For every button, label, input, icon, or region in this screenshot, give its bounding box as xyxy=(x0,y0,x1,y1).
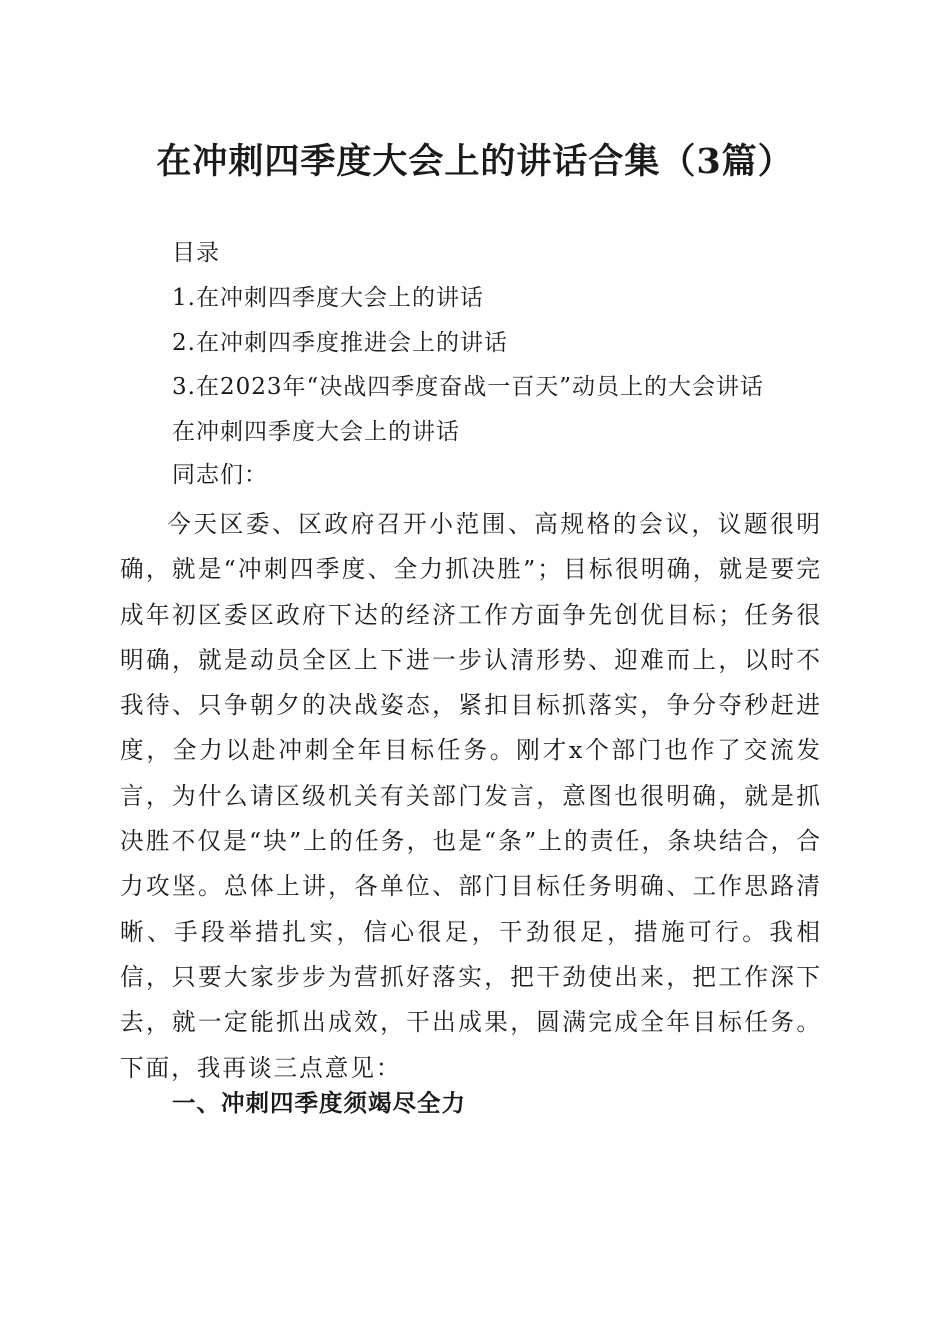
toc-heading: 目录 xyxy=(172,240,220,266)
salutation: 同志们： xyxy=(172,462,268,488)
speech-title: 在冲刺四季度大会上的讲话 xyxy=(172,419,460,445)
toc-item-1: 1.在冲刺四季度大会上的讲话 xyxy=(172,285,484,311)
section-1-heading: 一、冲刺四季度须竭尽全力 xyxy=(172,1089,466,1117)
paragraph-1: 今天区委、区政府召开小范围、高规格的会议，议题很明确，就是“冲刺四季度、全力抓决胜”；目标很明确，就是要完成年初区委区政府下达的经济工作方面争先创优目标；任务很明确，就是动员全区上下进一步认清形势、迎难而上，以时不我待、只争朝夕的决战姿态，紧扣目标抓落实，争分夺秒赶进度，全力以赴冲刺全年目标任务。刚才x个部门也作了交流发言，为什么请区级机关有关部门发言，意图也很明确，就是抓决胜不仅是“块”上的任务，也是“条”上的责任，条块结合，合力攻坚。总体上讲，各单位、部门目标任务明确、工作思路清晰、手段举措扎实，信心很足，干劲很足，措施可行。我相信，只要大家步步为营抓好落实，把干劲使出来，把工作深下去，就一定能抓出成效，干出成果，圆满完成全年目标任务。下面，我再谈三点意见： xyxy=(120,510,822,1082)
document-title: 在冲刺四季度大会上的讲话合集（3篇） xyxy=(156,141,794,182)
toc-item-3: 3.在2023年“决战四季度奋战一百天”动员上的大会讲话 xyxy=(172,374,764,400)
toc-item-2: 2.在冲刺四季度推进会上的讲话 xyxy=(172,330,508,356)
